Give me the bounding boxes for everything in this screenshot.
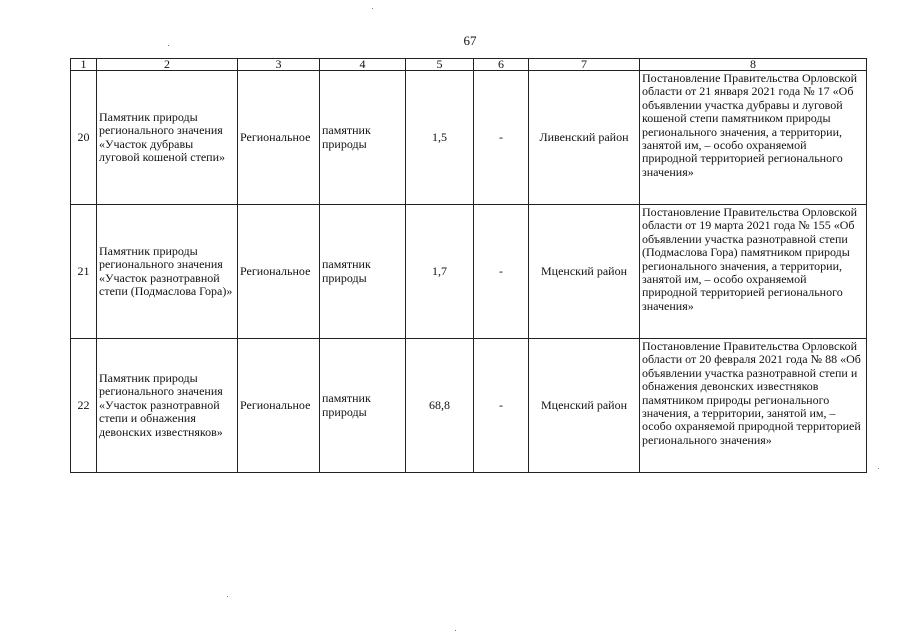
object-name: Памятник природы регионального значения «Участок разнотравной степи (Подмаслова Гора)» (97, 205, 238, 339)
significance: Региональное (238, 339, 320, 473)
column-header-5: 5 (406, 59, 474, 71)
column-header-7: 7 (529, 59, 640, 71)
protection-zone: - (474, 205, 529, 339)
legal-document: Постановление Правительства Орловской области от 21 января 2021 года № 17 «Об объявлении участка дубравы и луговой кошеной степи памятником природы регионального значения, а территории, занятой им, – особо охраняемой природной территорией регионального значения» (640, 71, 867, 205)
scan-speck (227, 596, 228, 597)
category: памятник природы (320, 205, 406, 339)
protection-zone: - (474, 71, 529, 205)
scan-speck (455, 630, 456, 631)
district: Мценский район (529, 205, 640, 339)
protected-areas-table (70, 58, 867, 473)
area-value: 1,7 (406, 205, 474, 339)
column-header-1: 1 (71, 59, 97, 71)
legal-document: Постановление Правительства Орловской области от 19 марта 2021 года № 155 «Об объявлении участка разнотравной степи (Подмаслова Гора) памятником природы регионального значения, а территории, занятой им, – особо охраняемой природной территорией регионального значения» (640, 205, 867, 339)
column-number-row (71, 59, 867, 71)
table-row (71, 339, 867, 473)
significance: Региональное (238, 71, 320, 205)
column-header-6: 6 (474, 59, 529, 71)
scan-speck (168, 45, 169, 46)
row-number: 21 (71, 205, 97, 339)
column-header-3: 3 (238, 59, 320, 71)
page-number: 67 (463, 33, 477, 48)
column-header-2: 2 (97, 59, 238, 71)
row-number: 20 (71, 71, 97, 205)
scan-speck (878, 468, 879, 469)
column-header-4: 4 (320, 59, 406, 71)
object-name: Памятник природы регионального значения «Участок дубравы луговой кошеной степи» (97, 71, 238, 205)
area-value: 1,5 (406, 71, 474, 205)
scan-speck (372, 8, 373, 9)
column-header-8: 8 (640, 59, 867, 71)
district: Мценский район (529, 339, 640, 473)
area-value: 68,8 (406, 339, 474, 473)
row-number: 22 (71, 339, 97, 473)
object-name: Памятник природы регионального значения «Участок разнотравной степи и обнажения девонских известняков» (97, 339, 238, 473)
category: памятник природы (320, 71, 406, 205)
district: Ливенский район (529, 71, 640, 205)
significance: Региональное (238, 205, 320, 339)
legal-document: Постановление Правительства Орловской области от 20 февраля 2021 года № 88 «Об объявлении участка разнотравной степи и обнажения девонских известняков памятником природы регионального значения, а территории, занятой им, – особо охраняемой природной территорией регионального значения» (640, 339, 867, 473)
protection-zone: - (474, 339, 529, 473)
category: памятник природы (320, 339, 406, 473)
table-row (71, 205, 867, 339)
table-row (71, 71, 867, 205)
